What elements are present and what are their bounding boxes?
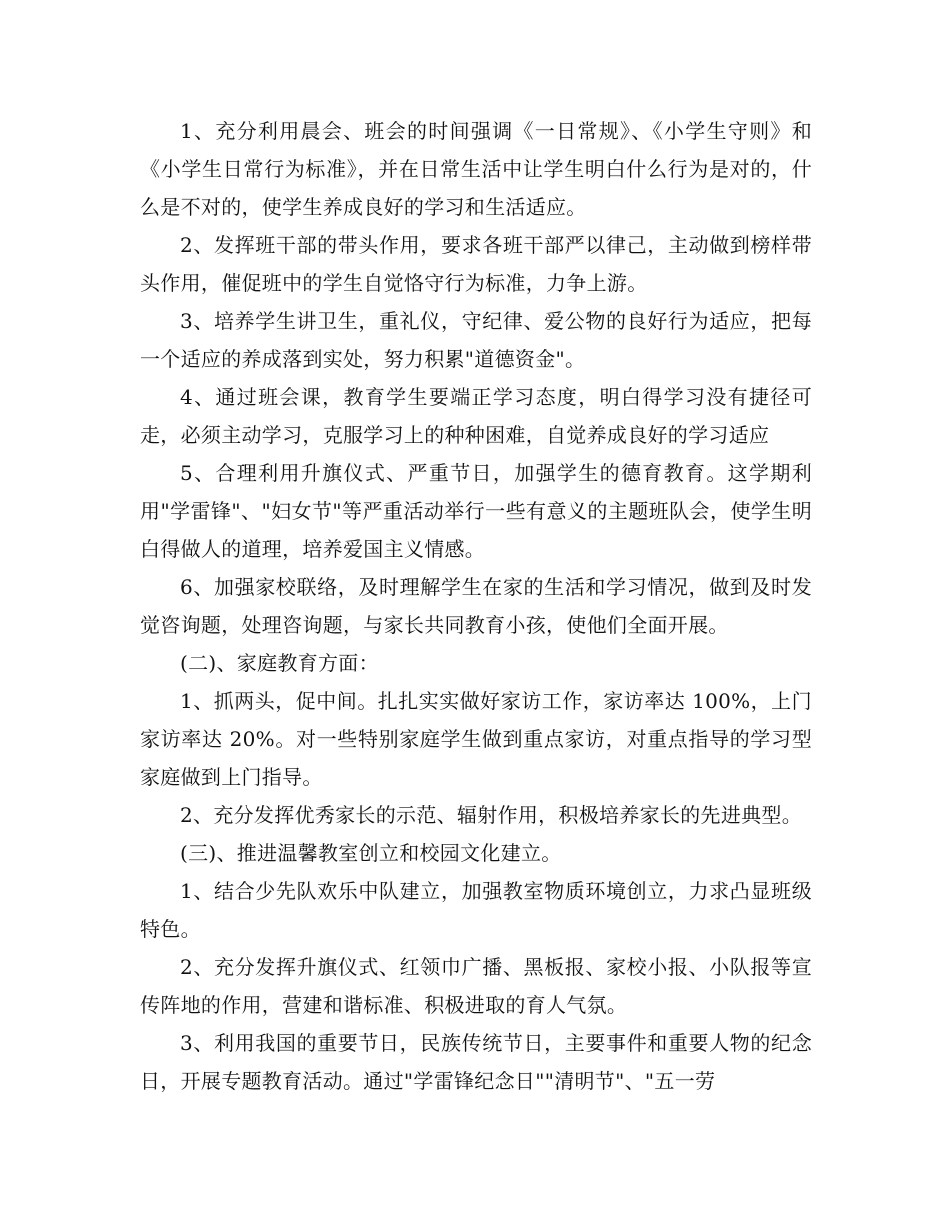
paragraph: 3、利用我国的重要节日，民族传统节日，主要事件和重要人物的纪念日，开展专题教育活动。通过"学雷锋纪念日""清明节"、"五一劳 <box>140 1031 812 1093</box>
section-heading: (二)、家庭教育方面： <box>180 651 379 675</box>
paragraph: 6、加强家校联络，及时理解学生在家的生活和学习情况，做到及时发觉咨询题，处理咨询题，与家长共同教育小孩，使他们全面开展。 <box>140 575 812 637</box>
paragraph: 2、发挥班干部的带头作用，要求各班干部严以律己，主动做到榜样带头作用，催促班中的学生自觉恪守行为标准，力争上游。 <box>140 233 812 295</box>
document-body <box>140 112 812 1100</box>
section-heading: (三)、推进温馨教室创立和校园文化建立。 <box>180 841 562 865</box>
paragraph: 1、充分利用晨会、班会的时间强调《一日常规》、《小学生守则》和《小学生日常行为标准》，并在日常生活中让学生明白什么行为是对的，什么是不对的，使学生养成良好的学习和生活适应。 <box>140 119 812 219</box>
paragraph: 4、通过班会课，教育学生要端正学习态度，明白得学习没有捷径可走，必须主动学习，克服学习上的种种困难，自觉养成良好的学习适应 <box>140 385 812 447</box>
paragraph: 2、充分发挥优秀家长的示范、辐射作用，积极培养家长的先进典型。 <box>180 803 803 827</box>
paragraph: 3、培养学生讲卫生，重礼仪，守纪律、爱公物的良好行为适应，把每一个适应的养成落到实处，努力积累"道德资金"。 <box>140 309 812 371</box>
paragraph: 1、结合少先队欢乐中队建立，加强教室物质环境创立，力求凸显班级特色。 <box>140 879 812 941</box>
paragraph: 2、充分发挥升旗仪式、红领巾广播、黑板报、家校小报、小队报等宣传阵地的作用，营建和谐标准、积极进取的育人气氛。 <box>140 955 812 1017</box>
paragraph: 5、合理利用升旗仪式、严重节日，加强学生的德育教育。这学期利用"学雷锋"、"妇女节"等严重活动举行一些有意义的主题班队会，使学生明白得做人的道理，培养爱国主义情感。 <box>140 461 812 561</box>
paragraph: 1、抓两头，促中间。扎扎实实做好家访工作，家访率达 100%，上门家访率达 20%。对一些特别家庭学生做到重点家访，对重点指导的学习型家庭做到上门指导。 <box>140 689 812 789</box>
